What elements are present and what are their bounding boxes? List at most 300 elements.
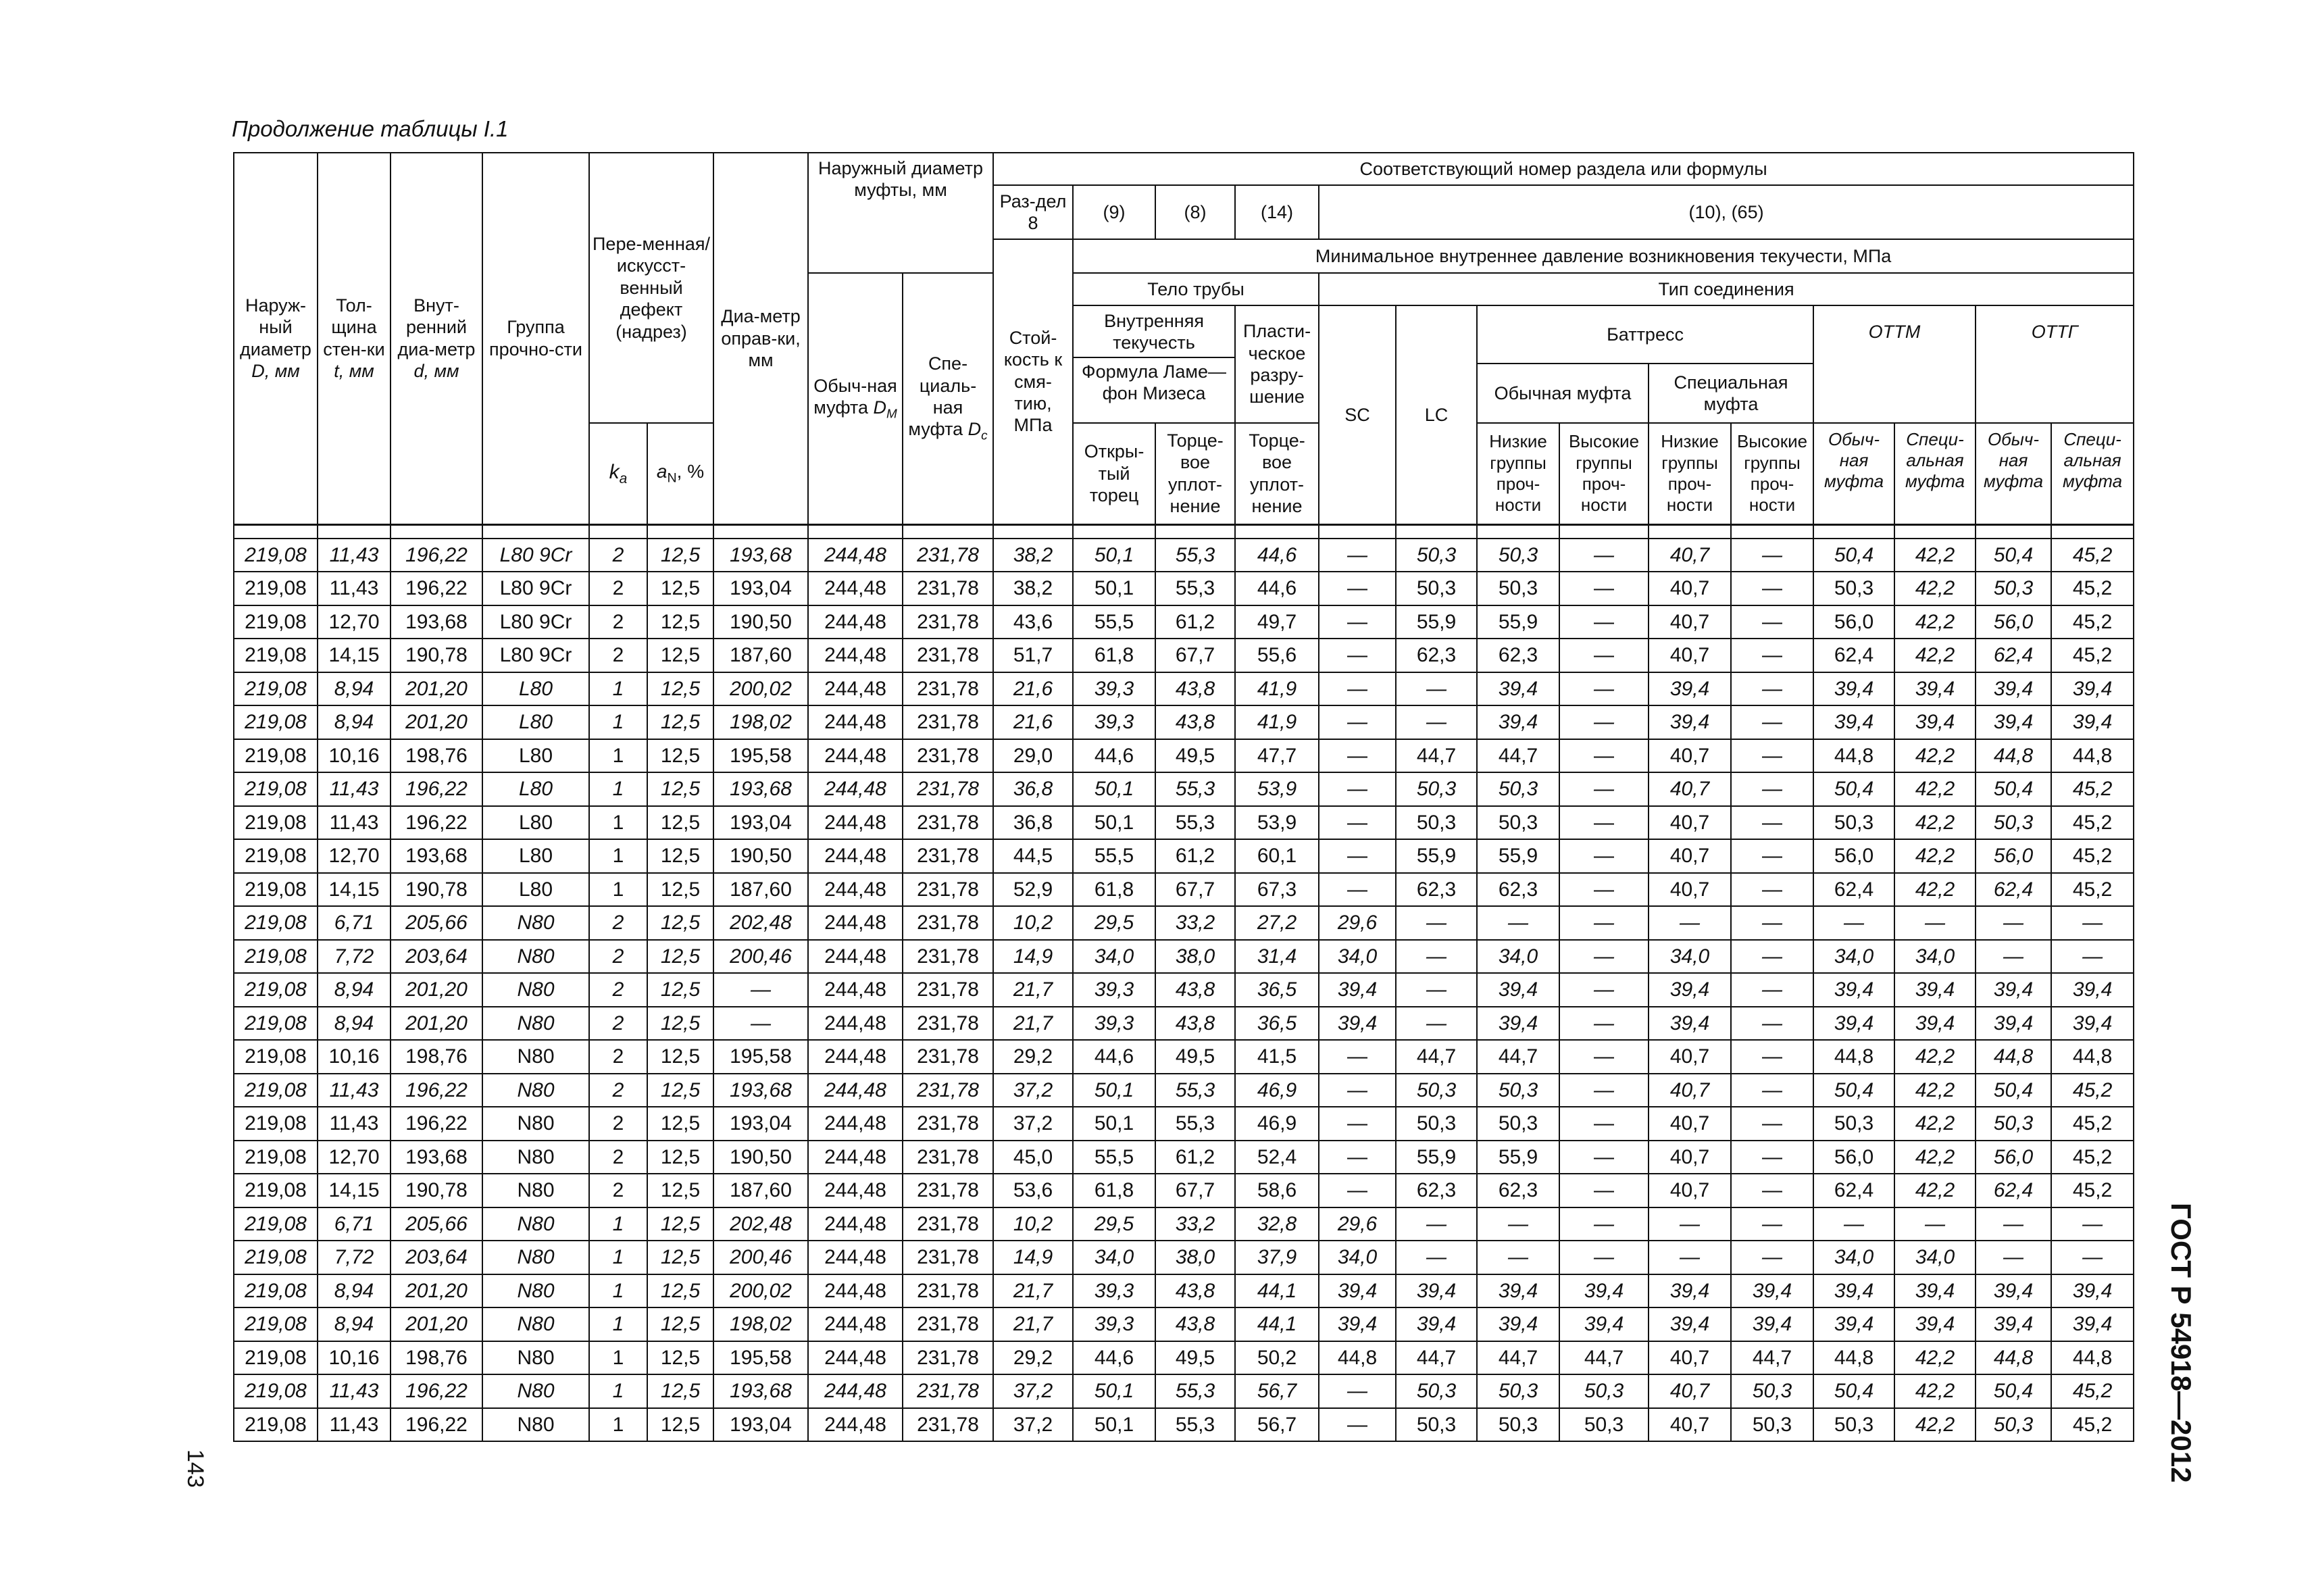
table-cell: 231,78	[903, 772, 993, 806]
table-cell: 12,5	[647, 1007, 713, 1041]
table-cell: 43,8	[1155, 705, 1235, 739]
table-cell: 196,22	[391, 806, 482, 840]
table-cell: 39,4	[1976, 1274, 2051, 1308]
table-cell: 219,08	[234, 906, 318, 940]
table-cell: —	[1559, 605, 1649, 639]
table-cell: N80	[482, 1274, 589, 1308]
table-cell: —	[1559, 873, 1649, 907]
table-cell: —	[1731, 1207, 1813, 1241]
table-cell: 219,08	[234, 873, 318, 907]
table-cell: N80	[482, 906, 589, 940]
table-cell: —	[1559, 672, 1649, 706]
table-cell: —	[1976, 906, 2051, 940]
table-cell: 198,76	[391, 1341, 482, 1375]
table-cell: 40,7	[1649, 739, 1731, 773]
table-cell: 244,48	[808, 1408, 903, 1442]
table-cell: 12,70	[318, 605, 391, 639]
table-cell: 42,2	[1894, 739, 1976, 773]
table-cell: N80	[482, 1141, 589, 1174]
table-cell: 34,0	[1477, 940, 1559, 974]
table-cell: 50,4	[1976, 1074, 2051, 1107]
col-header-drift-diameter: Диа-метр оправ-ки, мм	[713, 153, 808, 524]
table-cell: 201,20	[391, 672, 482, 706]
table-cell: 219,08	[234, 1174, 318, 1207]
table-cell: 231,78	[903, 1007, 993, 1041]
table-cell: 187,60	[713, 639, 808, 672]
col-header-buttress-special-high: Высокие группы проч-ности	[1731, 423, 1813, 524]
table-cell: —	[1319, 1408, 1396, 1442]
table-cell: 190,50	[713, 839, 808, 873]
table-cell: 219,08	[234, 806, 318, 840]
table-cell: 50,1	[1073, 539, 1155, 572]
table-row	[234, 1040, 2134, 1074]
table-cell: 61,8	[1073, 1174, 1155, 1207]
table-cell: 42,2	[1894, 839, 1976, 873]
table-cell: 39,3	[1073, 1274, 1155, 1308]
table-cell: 38,2	[993, 539, 1073, 572]
table-cell: 193,04	[713, 572, 808, 605]
table-cell: 45,2	[2051, 806, 2134, 840]
table-cell: 50,3	[1477, 1408, 1559, 1442]
table-cell: L80	[482, 873, 589, 907]
table-cell: 50,3	[1477, 1374, 1559, 1408]
table-cell: —	[1731, 1174, 1813, 1207]
table-cell: 36,8	[993, 806, 1073, 840]
table-cell: 12,5	[647, 940, 713, 974]
table-cell: 42,2	[1894, 1174, 1976, 1207]
table-cell: 203,64	[391, 1241, 482, 1274]
table-cell: 12,5	[647, 1207, 713, 1241]
table-cell: 39,4	[1813, 672, 1894, 706]
table-cell: 45,2	[2051, 1174, 2134, 1207]
table-cell: —	[1559, 839, 1649, 873]
table-cell: 244,48	[808, 906, 903, 940]
table-cell: 244,48	[808, 772, 903, 806]
table-cell: 219,08	[234, 1341, 318, 1375]
table-cell: 55,3	[1155, 539, 1235, 572]
table-cell: 56,0	[1813, 839, 1894, 873]
table-cell: 50,3	[1477, 1107, 1559, 1141]
table-cell: 244,48	[808, 705, 903, 739]
table-cell: —	[1731, 906, 1813, 940]
table-row	[234, 973, 2134, 1007]
table-cell: 11,43	[318, 1408, 391, 1442]
table-cell: 55,5	[1073, 1141, 1155, 1174]
table-cell: —	[1559, 1141, 1649, 1174]
col-header-formula10-65: (10), (65)	[1319, 185, 2134, 239]
table-cell: 10,2	[993, 1207, 1073, 1241]
table-cell: 244,48	[808, 539, 903, 572]
table-cell: 50,3	[1396, 1074, 1477, 1107]
table-cell: 62,4	[1976, 639, 2051, 672]
table-cell: 44,8	[1813, 1040, 1894, 1074]
table-cell: —	[1731, 1074, 1813, 1107]
table-cell: 37,2	[993, 1374, 1073, 1408]
table-cell: 45,0	[993, 1141, 1073, 1174]
col-header-lc: LC	[1396, 305, 1477, 524]
table-cell: 39,3	[1073, 1007, 1155, 1041]
table-cell: L80	[482, 806, 589, 840]
table-cell: 244,48	[808, 739, 903, 773]
col-header-section8: Раз-дел 8	[993, 185, 1073, 239]
table-cell: —	[1813, 906, 1894, 940]
table-cell: 2	[589, 572, 647, 605]
col-header-buttress-special: Специальная муфта	[1674, 372, 1788, 414]
table-cell: 60,1	[1235, 839, 1319, 873]
table-cell: 8,94	[318, 1274, 391, 1308]
table-row	[234, 1241, 2134, 1274]
table-cell: 55,9	[1396, 839, 1477, 873]
table-cell: 42,2	[1894, 1341, 1976, 1375]
table-cell: 201,20	[391, 973, 482, 1007]
table-cell: 39,4	[2051, 705, 2134, 739]
col-header-outer-diameter: Наруж-ный диаметр D, мм	[234, 153, 318, 524]
table-cell: 40,7	[1649, 1374, 1731, 1408]
table-cell: 231,78	[903, 940, 993, 974]
table-cell: 50,4	[1976, 772, 2051, 806]
table-cell: —	[1559, 1007, 1649, 1041]
table-cell: —	[1731, 839, 1813, 873]
table-cell: 231,78	[903, 1207, 993, 1241]
table-cell: —	[1976, 1207, 2051, 1241]
table-cell: 219,08	[234, 1307, 318, 1341]
table-cell: 39,4	[1976, 1007, 2051, 1041]
table-cell: 61,2	[1155, 1141, 1235, 1174]
table-cell: 50,3	[1396, 1374, 1477, 1408]
table-cell: 10,16	[318, 1341, 391, 1375]
table-cell: 200,02	[713, 672, 808, 706]
table-cell: 7,72	[318, 1241, 391, 1274]
table-cell: 21,6	[993, 705, 1073, 739]
table-cell: 219,08	[234, 539, 318, 572]
table-cell: 12,5	[647, 1341, 713, 1375]
table-cell: —	[1319, 672, 1396, 706]
table-cell: —	[1731, 1241, 1813, 1274]
table-cell: N80	[482, 1207, 589, 1241]
table-cell: 231,78	[903, 1341, 993, 1375]
table-cell: 200,46	[713, 940, 808, 974]
table-cell: —	[1649, 906, 1731, 940]
table-cell: 1	[589, 772, 647, 806]
table-cell: —	[1731, 539, 1813, 572]
table-cell: 6,71	[318, 906, 391, 940]
table-cell: 62,4	[1976, 873, 2051, 907]
table-cell: —	[1319, 705, 1396, 739]
table-cell: 12,5	[647, 1274, 713, 1308]
col-header-buttress-regular-low: Низкие группы проч-ности	[1477, 423, 1559, 524]
table-cell: 12,5	[647, 572, 713, 605]
table-cell: 196,22	[391, 572, 482, 605]
table-cell: 44,7	[1731, 1341, 1813, 1375]
table-cell: —	[1894, 1207, 1976, 1241]
table-cell: 38,0	[1155, 940, 1235, 974]
table-cell: 42,2	[1894, 1408, 1976, 1442]
table-cell: 37,2	[993, 1074, 1073, 1107]
table-cell: 50,3	[1396, 772, 1477, 806]
table-cell: —	[1813, 1207, 1894, 1241]
table-cell: 231,78	[903, 539, 993, 572]
table-cell: 2	[589, 639, 647, 672]
table-cell: 12,5	[647, 772, 713, 806]
table-row	[234, 806, 2134, 840]
table-cell: 42,2	[1894, 1374, 1976, 1408]
col-header-capped-end: Торце-вое уплот-нение	[1155, 423, 1235, 524]
table-row	[234, 1207, 2134, 1241]
table-cell: 12,5	[647, 1141, 713, 1174]
table-cell: —	[1396, 1207, 1477, 1241]
table-cell: 56,0	[1976, 1141, 2051, 1174]
table-cell: 44,6	[1235, 539, 1319, 572]
table-cell: 39,4	[2051, 672, 2134, 706]
table-row	[234, 1107, 2134, 1141]
table-header	[234, 153, 2134, 524]
table-cell: —	[1559, 539, 1649, 572]
table-cell: 49,7	[1235, 605, 1319, 639]
table-cell: 10,2	[993, 906, 1073, 940]
table-cell: —	[2051, 1241, 2134, 1274]
table-cell: 39,4	[1396, 1274, 1477, 1308]
table-cell: 244,48	[808, 839, 903, 873]
table-cell: 39,4	[1319, 1307, 1396, 1341]
table-cell: 193,68	[391, 605, 482, 639]
table-cell: 67,7	[1155, 873, 1235, 907]
table-cell: 50,3	[1477, 806, 1559, 840]
table-cell: 1	[589, 739, 647, 773]
table-cell: 50,3	[1477, 772, 1559, 806]
col-header-ka: $k_a$	[589, 423, 647, 524]
table-cell: 34,0	[1894, 940, 1976, 974]
table-cell: 1	[589, 806, 647, 840]
table-row	[234, 1408, 2134, 1442]
table-cell: 42,2	[1894, 1040, 1976, 1074]
table-cell: 187,60	[713, 1174, 808, 1207]
table-cell: —	[1559, 572, 1649, 605]
table-cell: 190,50	[713, 605, 808, 639]
table-cell: 14,15	[318, 873, 391, 907]
col-header-formula9: (9)	[1073, 185, 1155, 239]
table-cell: 39,4	[1894, 1307, 1976, 1341]
table-cell: 62,4	[1813, 1174, 1894, 1207]
table-cell: 244,48	[808, 1141, 903, 1174]
table-cell: 201,20	[391, 1007, 482, 1041]
table-cell: 205,66	[391, 1207, 482, 1241]
col-header-ottg-regular: Обыч-ная муфта	[1976, 423, 2051, 524]
table-cell: 50,4	[1976, 539, 2051, 572]
table-cell: 201,20	[391, 1307, 482, 1341]
table-cell: 1	[589, 1374, 647, 1408]
col-header-section-ref: Соответствующий номер раздела или формулы	[993, 153, 2134, 185]
table-cell: 50,1	[1073, 1107, 1155, 1141]
table-cell: 55,3	[1155, 1374, 1235, 1408]
table-cell: 11,43	[318, 772, 391, 806]
table-cell: —	[1559, 1107, 1649, 1141]
table-cell: 12,70	[318, 1141, 391, 1174]
table-cell: 1	[589, 1341, 647, 1375]
col-header-defect: Пере-менная/ искусст-венный дефект (надрез)	[589, 153, 713, 423]
table-cell: —	[1559, 1241, 1649, 1274]
table-cell: 219,08	[234, 1374, 318, 1408]
table-cell: 39,4	[1813, 1007, 1894, 1041]
table-cell: —	[1731, 873, 1813, 907]
table-cell: —	[1731, 1040, 1813, 1074]
table-cell: 14,15	[318, 639, 391, 672]
table-cell: 44,7	[1396, 1040, 1477, 1074]
table-cell: —	[1319, 539, 1396, 572]
table-cell: 39,4	[1813, 1307, 1894, 1341]
table-cell: 39,4	[1649, 973, 1731, 1007]
table-cell: 50,4	[1813, 1074, 1894, 1107]
table-cell: —	[1894, 906, 1976, 940]
table-cell: 50,4	[1976, 1374, 2051, 1408]
table-cell: 21,7	[993, 1307, 1073, 1341]
table-cell: 42,2	[1894, 1074, 1976, 1107]
table-cell: 29,6	[1319, 1207, 1396, 1241]
table-cell: 39,4	[1319, 973, 1396, 1007]
table-row	[234, 940, 2134, 974]
table-cell: 36,8	[993, 772, 1073, 806]
table-cell: 50,2	[1235, 1341, 1319, 1375]
table-cell: 58,6	[1235, 1174, 1319, 1207]
table-cell: 2	[589, 1174, 647, 1207]
table-cell: 51,7	[993, 639, 1073, 672]
table-cell: 196,22	[391, 772, 482, 806]
table-cell: —	[1319, 772, 1396, 806]
table-cell: 193,68	[713, 1374, 808, 1408]
table-cell: 62,3	[1396, 873, 1477, 907]
table-cell: 49,5	[1155, 1040, 1235, 1074]
table-row	[234, 873, 2134, 907]
table-cell: —	[1559, 806, 1649, 840]
table-cell: 2	[589, 1107, 647, 1141]
table-cell: —	[1319, 639, 1396, 672]
col-header-buttress-regular-high: Высокие группы проч-ности	[1559, 423, 1649, 524]
table-cell: 44,8	[2051, 739, 2134, 773]
table-cell: 190,78	[391, 873, 482, 907]
table-cell: 231,78	[903, 1107, 993, 1141]
table-cell: 44,7	[1477, 1040, 1559, 1074]
table-cell: —	[1731, 639, 1813, 672]
table-cell: 244,48	[808, 1007, 903, 1041]
table-cell: 40,7	[1649, 839, 1731, 873]
table-cell: N80	[482, 1174, 589, 1207]
table-cell: 219,08	[234, 1141, 318, 1174]
table-cell: 198,76	[391, 739, 482, 773]
table-cell: 55,9	[1477, 839, 1559, 873]
table-cell: 50,1	[1073, 572, 1155, 605]
table-cell: 39,4	[1976, 672, 2051, 706]
table-cell: —	[1559, 739, 1649, 773]
table-cell: 12,5	[647, 973, 713, 1007]
table-cell: —	[1731, 806, 1813, 840]
table-cell: 44,7	[1396, 739, 1477, 773]
col-header-inner-diameter: Внут-ренний диа-метр d, мм	[391, 153, 482, 524]
col-header-pipe-body: Тело трубы	[1073, 273, 1319, 305]
table-cell: 56,7	[1235, 1374, 1319, 1408]
table-cell: —	[1319, 873, 1396, 907]
table-cell: 193,68	[713, 1074, 808, 1107]
table-cell: 39,4	[2051, 1007, 2134, 1041]
table-cell: 36,5	[1235, 1007, 1319, 1041]
table-cell: 39,4	[1894, 705, 1976, 739]
table-cell: 40,7	[1649, 639, 1731, 672]
table-cell: 37,2	[993, 1107, 1073, 1141]
header-gap-row	[234, 524, 2134, 539]
table-cell: 55,3	[1155, 1408, 1235, 1442]
table-cell: 44,6	[1073, 1040, 1155, 1074]
table-cell: 56,0	[1976, 605, 2051, 639]
table-cell: 62,3	[1477, 1174, 1559, 1207]
table-cell: 219,08	[234, 705, 318, 739]
table-cell: 231,78	[903, 1307, 993, 1341]
table-cell: 44,7	[1396, 1341, 1477, 1375]
table-cell: 2	[589, 539, 647, 572]
table-row	[234, 672, 2134, 706]
table-cell: 53,6	[993, 1174, 1073, 1207]
table-cell: 7,72	[318, 940, 391, 974]
table-cell: 50,3	[1559, 1374, 1649, 1408]
table-cell: 1	[589, 839, 647, 873]
table-cell: 50,3	[1396, 539, 1477, 572]
table-cell: 55,3	[1155, 772, 1235, 806]
table-cell: 50,3	[1731, 1408, 1813, 1442]
page-number: 143	[182, 1449, 208, 1488]
table-cell: 39,4	[2051, 1274, 2134, 1308]
table-cell: 244,48	[808, 1074, 903, 1107]
table-cell: —	[1396, 705, 1477, 739]
table-cell: 21,7	[993, 973, 1073, 1007]
table-cell: —	[1731, 1007, 1813, 1041]
table-row	[234, 1141, 2134, 1174]
table-cell: 34,0	[1073, 1241, 1155, 1274]
table-cell: 193,68	[713, 772, 808, 806]
table-cell: 200,02	[713, 1274, 808, 1308]
table-cell: 39,4	[1477, 1274, 1559, 1308]
table-cell: 29,2	[993, 1341, 1073, 1375]
table-cell: 39,4	[1976, 1307, 2051, 1341]
table-cell: 39,4	[1649, 672, 1731, 706]
table-cell: 40,7	[1649, 1141, 1731, 1174]
table-cell: 39,4	[2051, 973, 2134, 1007]
table-cell: 231,78	[903, 1074, 993, 1107]
table-cell: 55,9	[1396, 605, 1477, 639]
table-cell: 29,6	[1319, 906, 1396, 940]
table-cell: 11,43	[318, 806, 391, 840]
table-cell: 195,58	[713, 1341, 808, 1375]
table-cell: 62,4	[1813, 873, 1894, 907]
table-cell: 39,4	[1396, 1307, 1477, 1341]
table-cell: 39,4	[1894, 1274, 1976, 1308]
table-cell: 45,2	[2051, 1107, 2134, 1141]
table-cell: 219,08	[234, 739, 318, 773]
table-cell: 231,78	[903, 1040, 993, 1074]
table-cell: —	[1559, 940, 1649, 974]
table-cell: 12,5	[647, 1241, 713, 1274]
table-cell: 41,5	[1235, 1040, 1319, 1074]
table-cell: 201,20	[391, 705, 482, 739]
table-cell: 67,7	[1155, 639, 1235, 672]
table-cell: 61,8	[1073, 639, 1155, 672]
table-row	[234, 772, 2134, 806]
table-cell: 42,2	[1894, 539, 1976, 572]
table-cell: 244,48	[808, 1341, 903, 1375]
table-cell: 244,48	[808, 806, 903, 840]
table-cell: 52,4	[1235, 1141, 1319, 1174]
table-cell: 44,8	[1319, 1341, 1396, 1375]
table-cell: —	[1396, 906, 1477, 940]
table-row	[234, 1007, 2134, 1041]
table-cell: 2	[589, 1007, 647, 1041]
table-cell: 55,3	[1155, 806, 1235, 840]
